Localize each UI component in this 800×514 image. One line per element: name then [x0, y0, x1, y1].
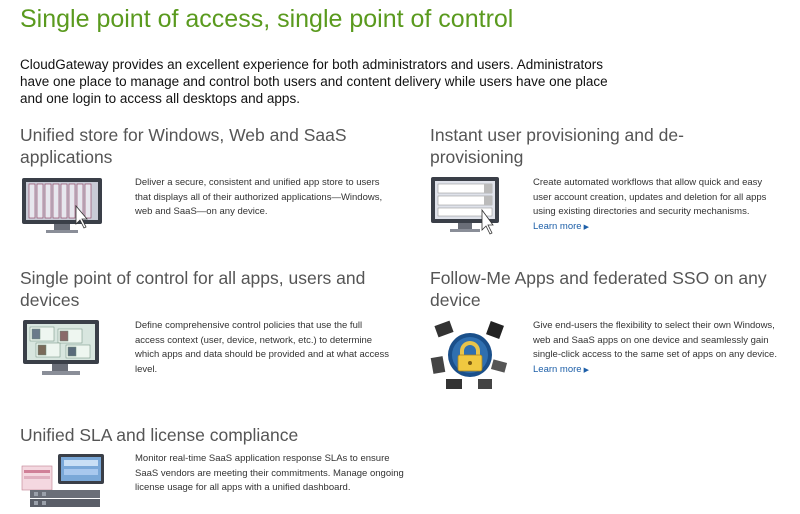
feature-title: Follow-Me Apps and federated SSO on any device — [430, 268, 767, 310]
learn-more-link[interactable] — [533, 363, 589, 379]
page-headline: Single point of access, single point of control — [20, 5, 514, 33]
intro-paragraph: CloudGateway provides an excellent experience for both administrators and users. Administrators have one place to manage and control both users and content delivery while users have one place and one login to access all desktops and apps. — [20, 57, 608, 106]
feature-title: Unified SLA and license compliance — [20, 425, 299, 445]
learn-more-label: Learn more — [533, 363, 582, 375]
feature-description-text: Give end-users the flexibility to select their own Windows, web and SaaS apps on one device and seamlessly gain single-click access to the same set of apps on any device. — [533, 320, 777, 360]
feature-title: Single point of control for all apps, users and devices — [20, 268, 366, 310]
feature-description: Define comprehensive control policies that use the full access context (user, device, network, etc.) to determine which apps and data should be provided and at what access level. — [135, 320, 390, 375]
feature-sla-license — [20, 424, 420, 493]
user-cards-monitor-icon — [22, 319, 102, 386]
feature-title: Instant user provisioning and de-provisioning — [430, 125, 684, 167]
provisioning-form-monitor-icon — [430, 176, 510, 243]
feature-user-provisioning — [430, 124, 790, 232]
feature-description: Monitor real-time SaaS application response SLAs to ensure SaaS vendors are meeting their commitments. Manage ongoing license usage for all apps with a unified dashboard. — [135, 453, 404, 493]
learn-more-link[interactable] — [533, 220, 589, 236]
arrow-right-icon: ▶ — [583, 366, 589, 374]
globe-lock-devices-icon — [430, 317, 510, 398]
learn-more-label: Learn more — [533, 220, 582, 232]
app-store-monitor-icon — [20, 176, 110, 241]
feature-description-text: Create automated workflows that allow quick and easy user account creation, updates and deletion for all apps using existing directories and security mechanisms. — [533, 177, 767, 217]
feature-description — [533, 176, 778, 235]
feature-description: Deliver a secure, consistent and unified app store to users that displays all of their authorized applications—Windows, web and SaaS—on any device. — [135, 177, 383, 217]
feature-follow-me-apps — [430, 267, 790, 375]
feature-title: Unified store for Windows, Web and SaaS applications — [20, 125, 347, 167]
feature-single-control — [20, 267, 400, 375]
servers-monitor-icon — [20, 452, 112, 514]
feature-unified-store — [20, 124, 400, 217]
feature-description — [533, 319, 783, 378]
arrow-right-icon: ▶ — [583, 223, 589, 231]
